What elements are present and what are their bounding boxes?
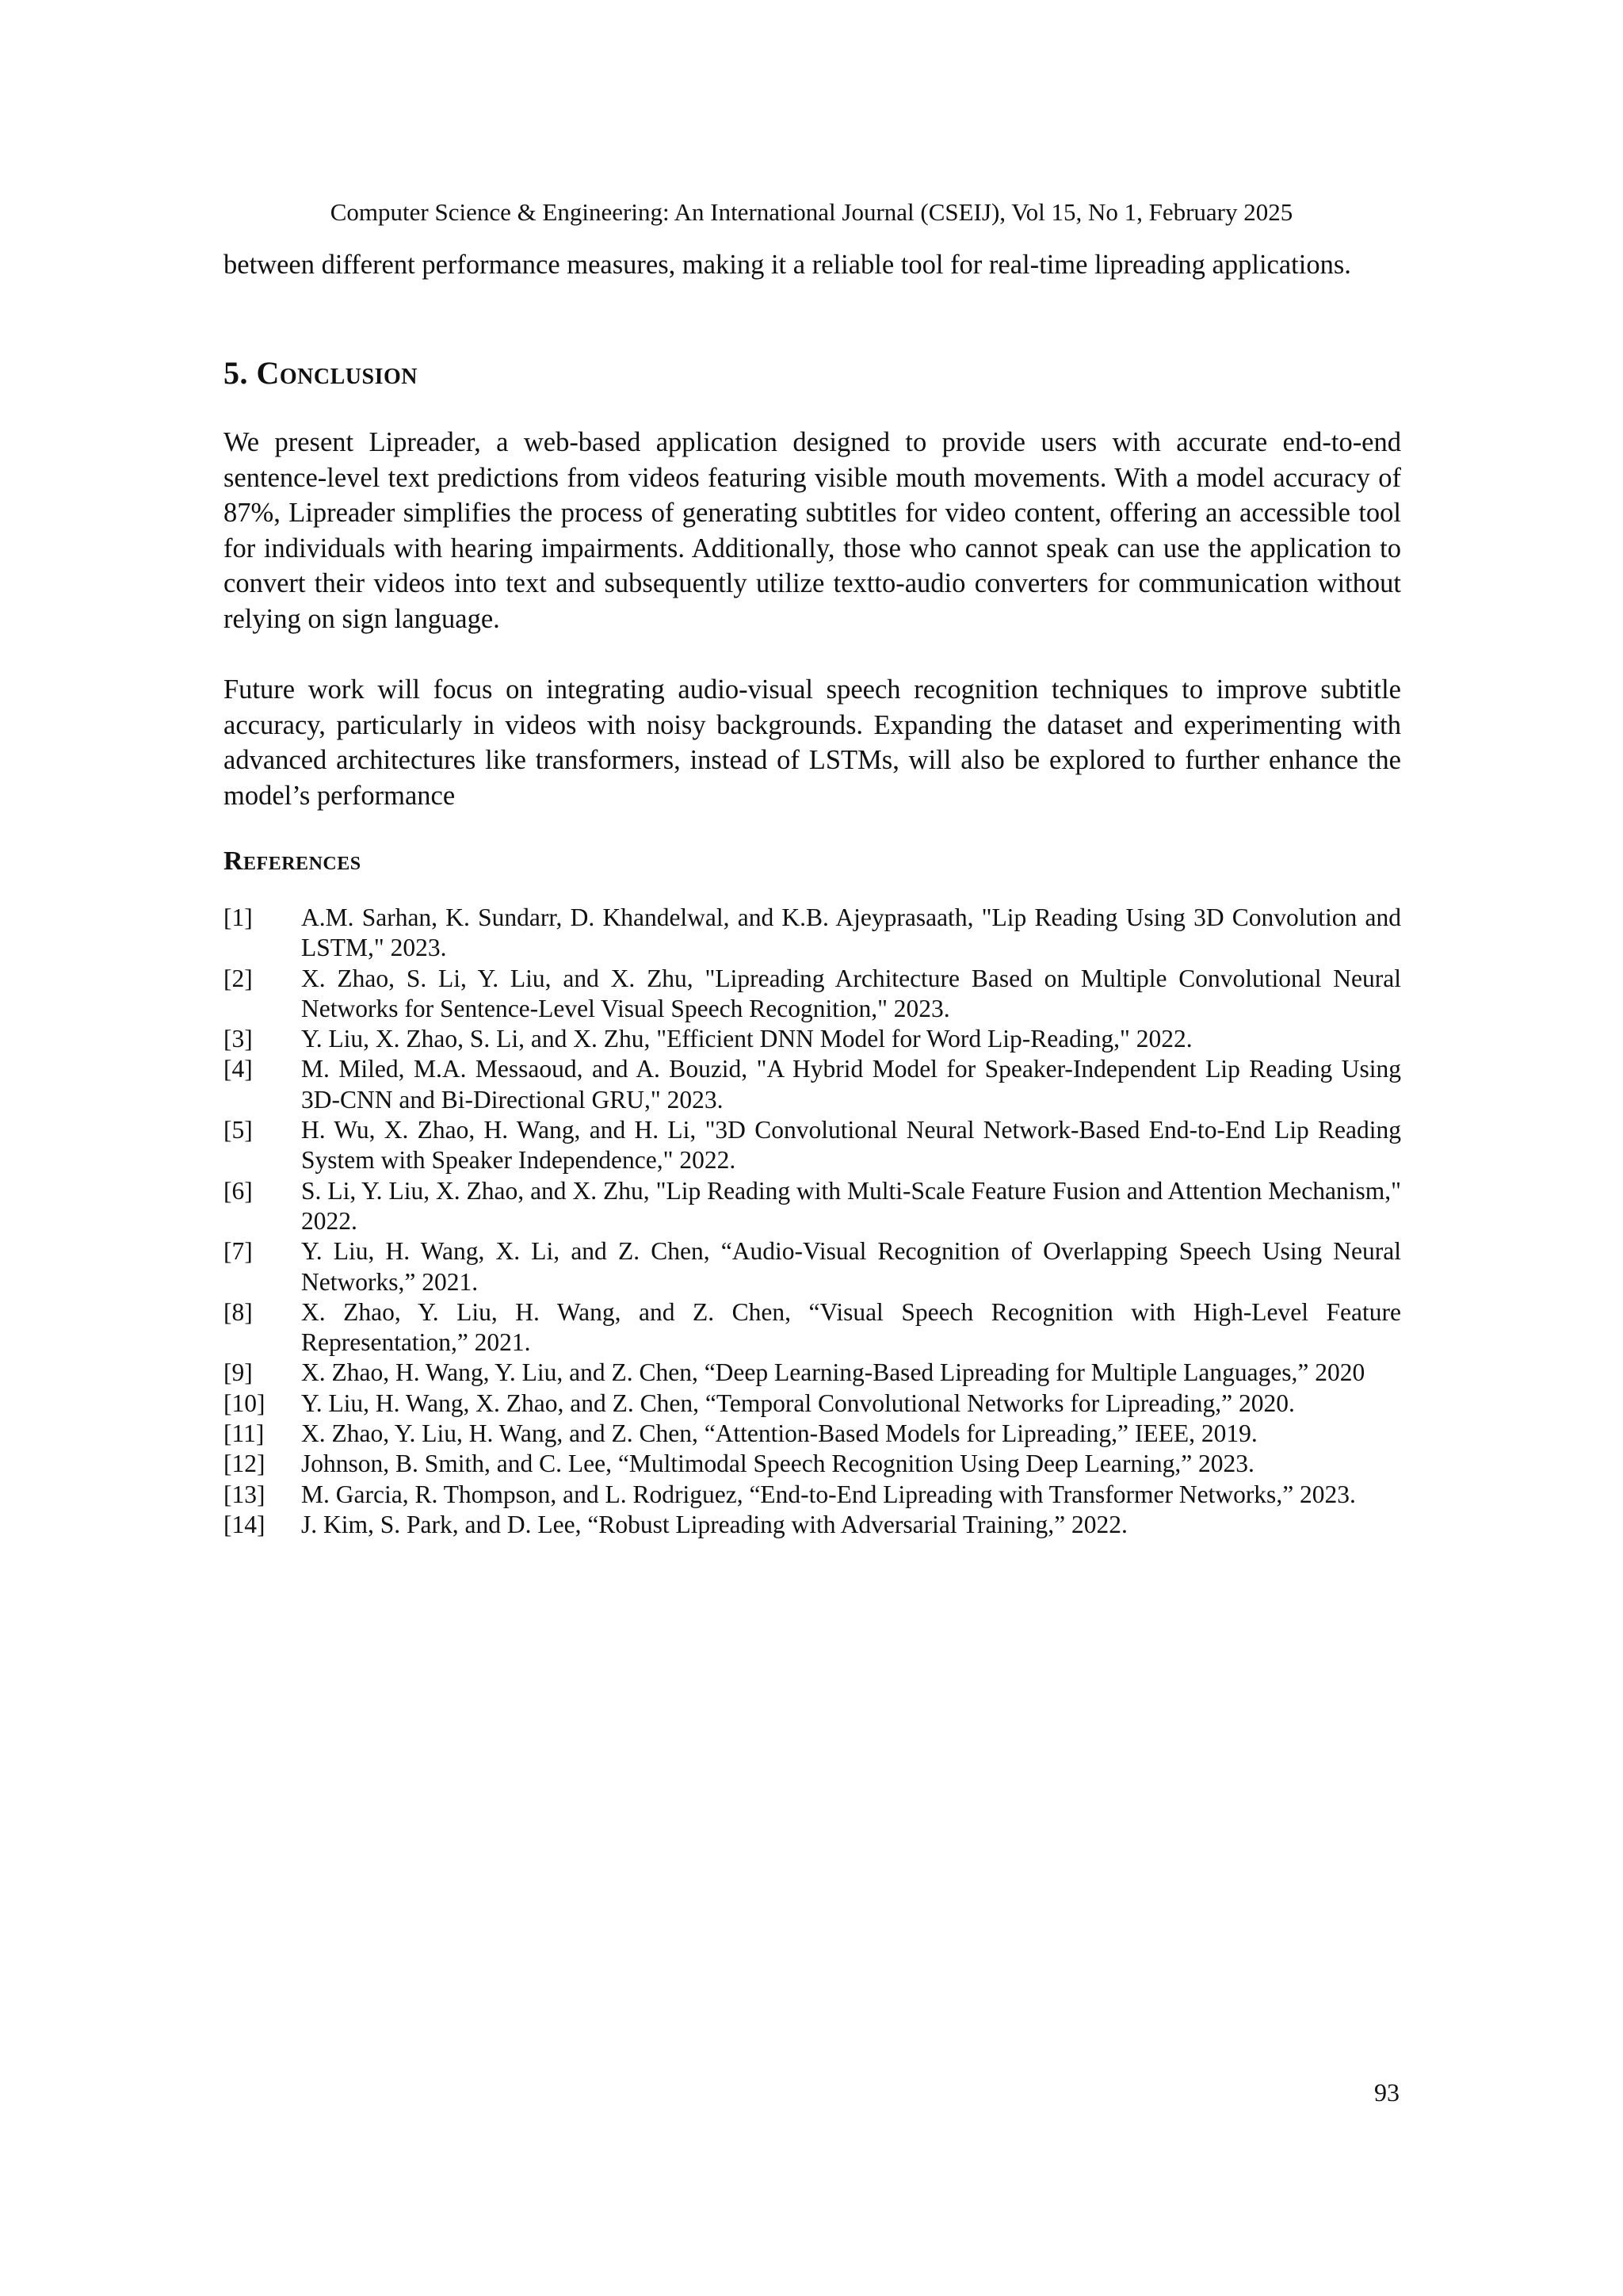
- reference-number: [14]: [223, 1510, 265, 1538]
- reference-text: X. Zhao, Y. Liu, H. Wang, and Z. Chen, “Visual Speech Recognition with High-Level Feature Representation,” 2021.: [301, 1297, 1401, 1357]
- reference-number: [5]: [223, 1116, 253, 1144]
- reference-number: [6]: [223, 1176, 253, 1205]
- reference-number: [9]: [223, 1358, 253, 1387]
- reference-list: [223, 903, 1401, 1540]
- reference-number: [3]: [223, 1025, 253, 1053]
- conclusion-section: [223, 353, 1401, 813]
- reference-text: M. Garcia, R. Thompson, and L. Rodriguez, “End-to-End Lipreading with Transformer Networks,” 2023.: [301, 1480, 1356, 1508]
- reference-number: [1]: [223, 904, 253, 931]
- reference-number: [12]: [223, 1450, 265, 1478]
- reference-item: [223, 964, 1401, 1025]
- reference-text: X. Zhao, H. Wang, Y. Liu, and Z. Chen, “Deep Learning-Based Lipreading for Multiple Languages,” 2020: [301, 1358, 1365, 1387]
- reference-text: Y. Liu, H. Wang, X. Zhao, and Z. Chen, “Temporal Convolutional Networks for Lipreading,” 2020.: [301, 1389, 1295, 1417]
- reference-text: Y. Liu, X. Zhao, S. Li, and X. Zhu, "Efficient DNN Model for Word Lip-Reading," 2022.: [301, 1025, 1193, 1053]
- reference-text: X. Zhao, S. Li, Y. Liu, and X. Zhu, "Lipreading Architecture Based on Multiple Convolutional Neural Networks for Sentence-Level Visual Speech Recognition," 2023.: [301, 964, 1401, 1022]
- reference-text: H. Wu, X. Zhao, H. Wang, and H. Li, "3D Convolutional Neural Network-Based End-to-End Lip Reading System with Speaker Independence," 2022.: [301, 1116, 1401, 1175]
- reference-number: [11]: [223, 1419, 265, 1448]
- reference-item: [223, 1115, 1401, 1176]
- reference-item: [223, 1236, 1401, 1297]
- reference-number: [2]: [223, 964, 253, 992]
- reference-item: [223, 1024, 1401, 1054]
- reference-item: [223, 1449, 1401, 1479]
- continuation-paragraph: between different performance measures, making it a reliable tool for real-time lipreading applications.: [223, 250, 1351, 280]
- conclusion-paragraph-1: We present Lipreader, a web-based application designed to provide users with accurate end-to-end sentence-level text predictions from videos featuring visible mouth movements. With a model accuracy of 87%, Lipreader simplifies the process of generating subtitles for video content, offering an accessible tool for individuals with hearing impairments. Additionally, those who cannot speak can use the application to convert their videos into text and subsequently utilize textto-audio converters for communication without relying on sign language.: [223, 427, 1401, 634]
- reference-item: [223, 1389, 1401, 1419]
- running-header: Computer Science & Engineering: An International Journal (CSEIJ), Vol 15, No 1, February 2025: [330, 198, 1293, 226]
- reference-text: M. Miled, M.A. Messaoud, and A. Bouzid, "A Hybrid Model for Speaker-Independent Lip Reading Using 3D-CNN and Bi-Directional GRU," 2023.: [301, 1055, 1401, 1114]
- reference-number: [8]: [223, 1297, 253, 1326]
- reference-text: Y. Liu, H. Wang, X. Li, and Z. Chen, “Audio-Visual Recognition of Overlapping Speech Using Neural Networks,” 2021.: [301, 1237, 1401, 1296]
- reference-text: J. Kim, S. Park, and D. Lee, “Robust Lipreading with Adversarial Training,” 2022.: [301, 1510, 1128, 1538]
- reference-number: [4]: [223, 1055, 253, 1083]
- conclusion-paragraph-2: Future work will focus on integrating audio-visual speech recognition techniques to improve subtitle accuracy, particularly in videos with noisy backgrounds. Expanding the dataset and experimenting with advanced architectures like transformers, instead of LSTMs, will also be explored to further enhance the model’s performance: [223, 674, 1401, 811]
- reference-item: [223, 1176, 1401, 1237]
- reference-item: [223, 1419, 1401, 1449]
- previous-section-continuation: [223, 247, 1401, 283]
- reference-number: [7]: [223, 1237, 253, 1266]
- reference-item: [223, 1480, 1401, 1510]
- reference-item: [223, 1054, 1401, 1115]
- page-number: 93: [1374, 2078, 1400, 2107]
- reference-text: S. Li, Y. Liu, X. Zhao, and X. Zhu, "Lip Reading with Multi-Scale Feature Fusion and Attention Mechanism," 2022.: [301, 1176, 1401, 1235]
- reference-item: [223, 903, 1401, 964]
- conclusion-heading: 5. Conclusion: [223, 355, 418, 391]
- reference-number: [10]: [223, 1389, 265, 1417]
- reference-text: A.M. Sarhan, K. Sundarr, D. Khandelwal, and K.B. Ajeyprasaath, "Lip Reading Using 3D Convolution and LSTM," 2023.: [301, 904, 1401, 962]
- reference-number: [13]: [223, 1480, 265, 1508]
- reference-text: Johnson, B. Smith, and C. Lee, “Multimodal Speech Recognition Using Deep Learning,” 2023.: [301, 1450, 1254, 1478]
- reference-item: [223, 1358, 1401, 1388]
- references-section: [223, 844, 1401, 1540]
- references-heading: References: [223, 846, 361, 876]
- reference-item: [223, 1510, 1401, 1540]
- reference-item: [223, 1297, 1401, 1358]
- reference-text: X. Zhao, Y. Liu, H. Wang, and Z. Chen, “Attention-Based Models for Lipreading,” IEEE, 2019.: [301, 1419, 1258, 1448]
